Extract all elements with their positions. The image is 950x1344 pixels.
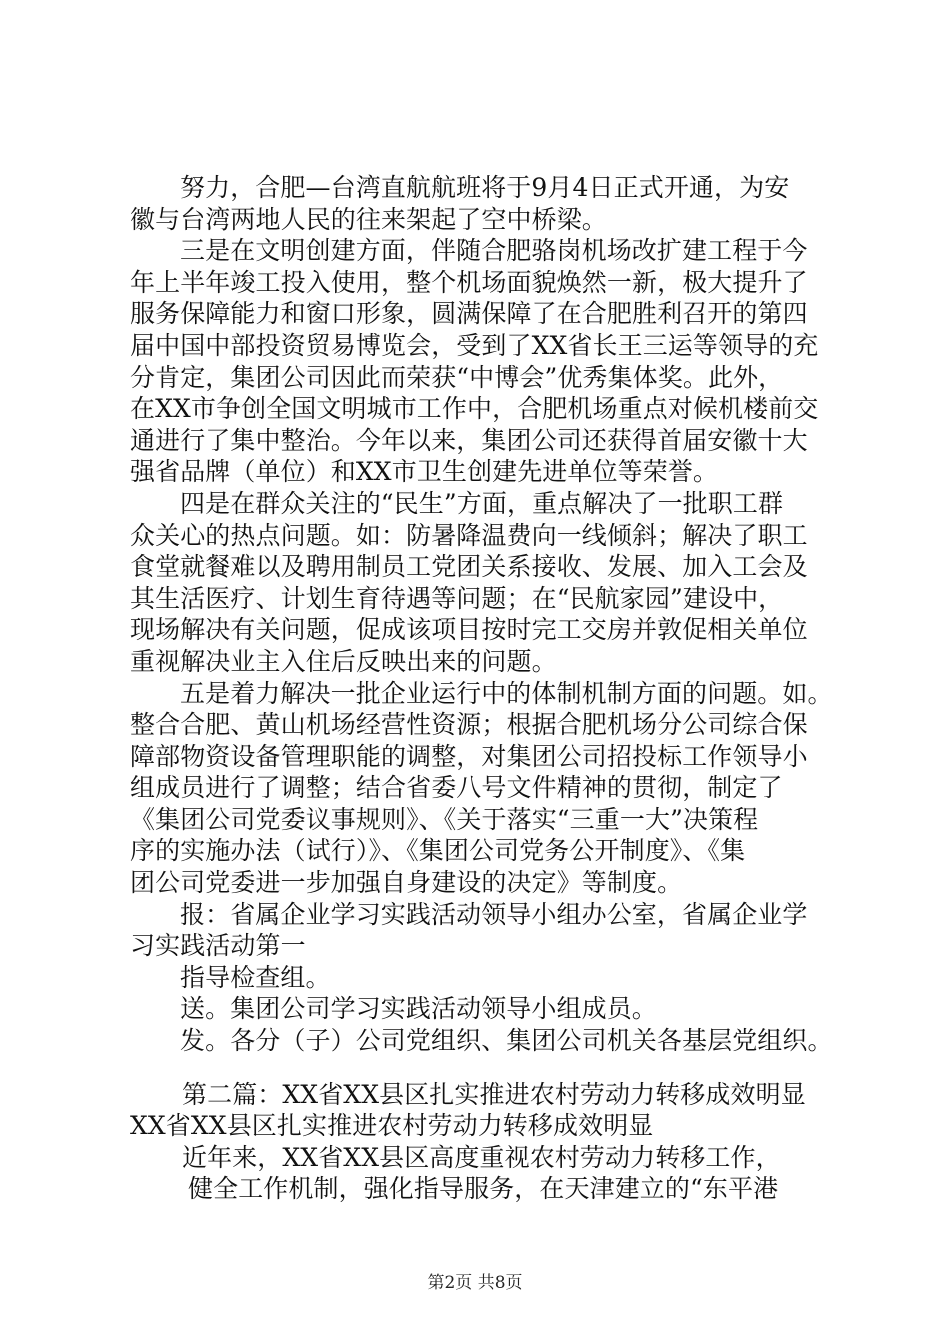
text-line: 三是在文明创建方面，伴随合肥骆岗机场改扩建工程于今 [180,236,808,266]
text-line: 四是在群众关注的“民生”方面，重点解决了一批职工群 [180,488,784,518]
text-line: 现场解决有关问题，促成该项目按时完工交房并敦促相关单位 [130,615,808,645]
page-footer: 第2页 共8页 [427,1273,523,1293]
text-line: 努力，合肥—台湾直航航班将于9月4日正式开通，为安 [180,173,790,202]
text-line: 在XX市争创全国文明城市工作中，合肥机场重点对候机楼前交 [130,394,819,424]
text-line: 服务保障能力和窗口形象，圆满保障了在合肥胜利召开的第四 [130,299,808,329]
text-line: 指导检查组。 [180,962,331,992]
text-line: 年上半年竣工投入使用，整个机场面貌焕然一新，极大提升了 [130,267,808,297]
text-line: 组成员进行了调整；结合省委八号文件精神的贯彻，制定了 [130,773,783,803]
text-line: 团公司党委进一步加强自身建设的决定》等制度。 [130,868,683,898]
text-line: 分肯定，集团公司因此而荣获“中博会”优秀集体奖。此外， [130,362,784,392]
text-line: 徽与台湾两地人民的往来架起了空中桥梁。 [130,204,607,234]
text-line: 送。集团公司学习实践活动领导小组成员。 [180,994,657,1024]
text-line: 重视解决业主入住后反映出来的问题。 [130,646,557,676]
text-line: 届中国中部投资贸易博览会，受到了XX省长王三运等领导的充 [130,330,819,360]
paragraph-gap [130,1057,830,1079]
text-line: 食堂就餐难以及聘用制员工党团关系接收、发展、加入工会及 [130,552,808,582]
text-line: 序的实施办法（试行）》、《集团公司党务公开制度》、《集 [130,836,746,866]
text-line: 报：省属企业学习实践活动领导小组办公室，省属企业学 [180,899,808,929]
text-line: 通进行了集中整治。今年以来，集团公司还获得首届安徽十大 [130,425,808,455]
document-body [130,172,833,1205]
text-line: 五是着力解决一批企业运行中的体制机制方面的问题。如。 [180,678,833,708]
text-line: 健全工作机制，强化指导服务，在天津建立的“东平港 [188,1174,779,1204]
text-line: 《集团公司党委议事规则》、《关于落实“三重一大”决策程 [130,804,759,834]
text-line: 整合合肥、黄山机场经营性资源；根据合肥机场分公司综合保 [130,710,808,740]
section-subtitle: XX省XX县区扎实推进农村劳动力转移成效明显 [130,1111,654,1141]
text-line: 习实践活动第一 [130,931,306,961]
text-line: 众关心的热点问题。如：防暑降温费向一线倾斜；解决了职工 [130,520,808,550]
text-line: 强省品牌（单位）和XX市卫生创建先进单位等荣誉。 [130,457,718,487]
text-line: 发。各分（子）公司党组织、集团公司机关各基层党组织。 [180,1026,833,1056]
text-line: 其生活医疗、计划生育待遇等问题；在“民航家园”建设中， [130,583,784,613]
section-title: 第二篇：XX省XX县区扎实推进农村劳动力转移成效明显 [182,1079,806,1109]
text-line: 近年来，XX省XX县区高度重视农村劳动力转移工作， [182,1142,781,1172]
text-line: 障部物资设备管理职能的调整，对集团公司招投标工作领导小 [130,741,808,771]
